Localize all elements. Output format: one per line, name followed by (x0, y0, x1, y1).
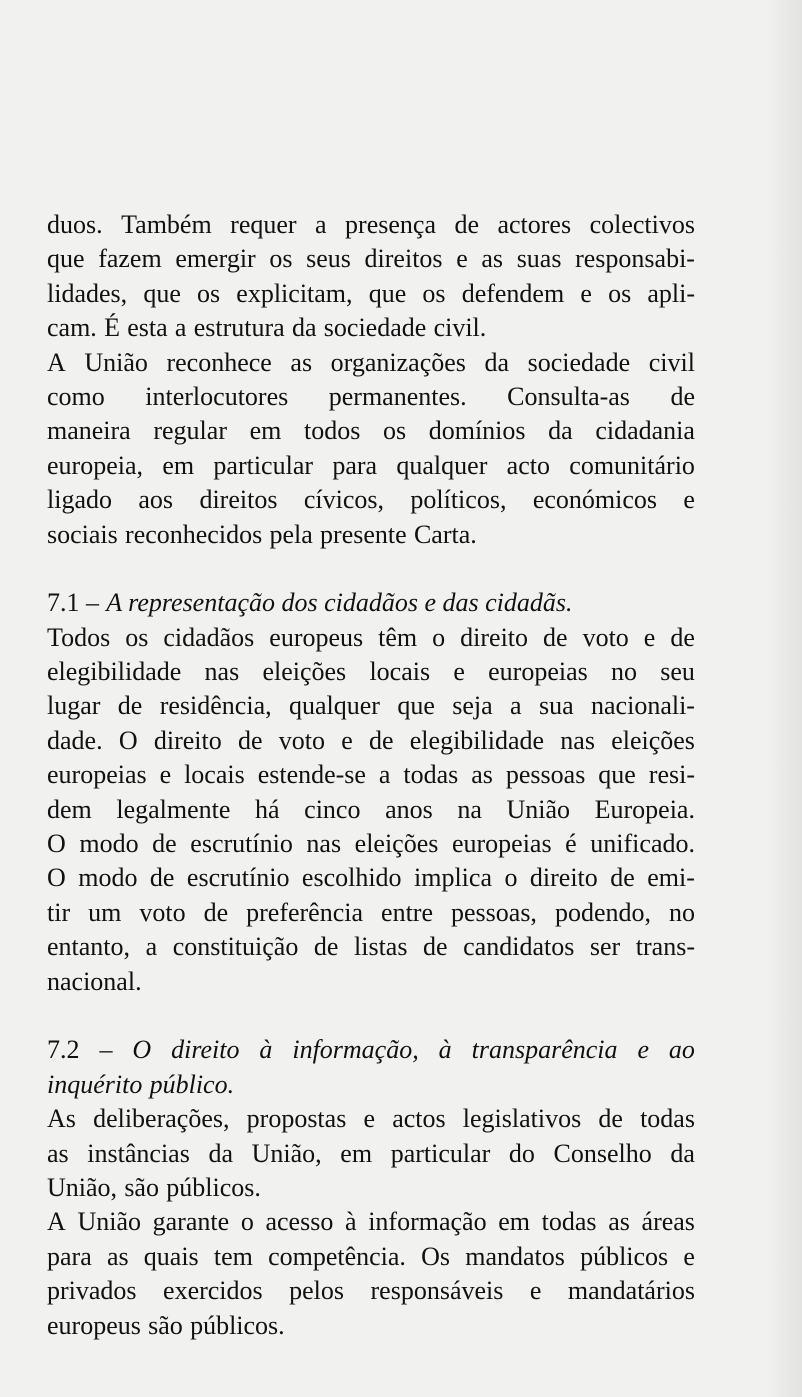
word: reconhece (166, 347, 272, 377)
word: implica (414, 863, 492, 893)
word: nas (306, 829, 342, 859)
text-line (47, 1309, 695, 1343)
word: voto (582, 622, 629, 652)
word: O (47, 829, 66, 859)
word: reconhecidos (125, 519, 263, 549)
text-line (47, 449, 695, 483)
word: comunitário (569, 450, 695, 480)
word: são (148, 1310, 183, 1340)
word: áreas (641, 1207, 695, 1237)
word: anos (385, 794, 433, 824)
word: de (598, 1104, 623, 1134)
word: os (382, 416, 407, 446)
text-line (47, 724, 695, 758)
word: as (471, 760, 493, 790)
word: Carta. (413, 519, 477, 549)
word: Europeia. (594, 794, 695, 824)
word: direito (171, 1035, 240, 1065)
word: pessoas (505, 760, 586, 790)
word: duos. (47, 210, 103, 239)
word: fazem (98, 244, 162, 274)
word: o (432, 622, 446, 652)
word: 7.2 (47, 1035, 80, 1065)
word: os (608, 278, 632, 308)
text-line (47, 1137, 695, 1171)
text-line (47, 1171, 695, 1205)
page-body (47, 208, 695, 1343)
word: explicitam, (236, 278, 353, 308)
word: as (106, 1241, 129, 1271)
word: é (565, 829, 577, 859)
text-line (47, 793, 695, 827)
word: inquérito (47, 1069, 143, 1099)
word: direitos (199, 485, 278, 515)
word: as (481, 244, 504, 274)
word: que (143, 278, 181, 308)
word: e (453, 657, 465, 687)
word: de (313, 932, 339, 962)
word: particular (390, 1138, 491, 1168)
text-line (47, 965, 695, 999)
word: legalmente (116, 794, 231, 824)
word: Os (421, 1241, 451, 1271)
word: garante (152, 1207, 230, 1237)
word: pelos (289, 1276, 345, 1306)
word: presente (320, 519, 407, 549)
word: informação (368, 1207, 487, 1237)
text-line (47, 1205, 695, 1239)
word: europeias (488, 657, 588, 687)
word: em (340, 1138, 373, 1168)
word: organizações (330, 347, 466, 377)
word: locais (184, 760, 245, 790)
word: O (47, 863, 66, 893)
word: tir (47, 897, 71, 927)
word: e (683, 485, 695, 515)
section-spacer (47, 552, 695, 586)
word: legislativos (462, 1104, 582, 1134)
word: à (344, 1207, 357, 1237)
word: cívicos, (303, 485, 384, 515)
text-line (47, 861, 695, 895)
text-line (47, 518, 695, 552)
word: cinco (304, 794, 361, 824)
word: lugar (47, 691, 101, 721)
word: a (315, 210, 327, 239)
word: pela (269, 519, 313, 549)
word: actos (392, 1104, 446, 1134)
word: competência. (268, 1241, 406, 1271)
word: a (174, 313, 187, 343)
word: económicos (532, 485, 658, 515)
word: qualquer (396, 450, 488, 480)
word: como (47, 381, 105, 411)
word: que (368, 278, 407, 308)
word: resi- (648, 760, 695, 790)
text-line (47, 346, 695, 380)
word: cidadãos (163, 622, 255, 652)
word: europeias (47, 760, 147, 790)
word: e (637, 1035, 649, 1065)
word: de (203, 897, 229, 927)
word: público. (149, 1069, 235, 1099)
word: regular (153, 416, 227, 446)
word: em (498, 1207, 530, 1237)
word: seja (452, 691, 493, 721)
word: voto (139, 897, 186, 927)
word: e (683, 1241, 695, 1271)
word: em (162, 450, 195, 480)
text-line (47, 380, 695, 414)
word: maneira (47, 416, 131, 446)
word: escrutínio (190, 829, 293, 859)
word: eleições (354, 829, 439, 859)
word: sociais (47, 519, 118, 549)
word: e (341, 725, 353, 755)
word: interlocutores (145, 381, 289, 411)
word: europeias (451, 829, 552, 859)
word: da (484, 347, 510, 377)
word: quais (143, 1241, 199, 1271)
word: trans- (635, 932, 695, 962)
word: europeia, (47, 450, 144, 480)
word: esta (127, 313, 168, 343)
text-line (47, 930, 695, 964)
word: transparência (471, 1035, 618, 1065)
word: e (580, 278, 592, 308)
word: da (670, 1138, 695, 1168)
word: há (255, 794, 280, 824)
text-line (47, 483, 695, 517)
word: colectivos (589, 210, 695, 239)
text-line (47, 655, 695, 689)
word: qualquer (288, 691, 380, 721)
word: Todos (47, 622, 111, 652)
word: É (104, 313, 120, 343)
section-spacer (47, 999, 695, 1033)
word: os (269, 244, 293, 274)
text-line (47, 896, 695, 930)
word: europeus (269, 622, 364, 652)
word: que (397, 691, 435, 721)
word: presença (345, 210, 436, 239)
word: nacional. (47, 966, 142, 996)
word: sociedade (527, 347, 631, 377)
word: os (125, 622, 149, 652)
word: as (608, 1207, 630, 1237)
word: o (240, 1207, 254, 1237)
word: de (152, 829, 177, 859)
word: unificado. (590, 829, 695, 859)
word: têm (378, 622, 418, 652)
word: da (208, 1138, 233, 1168)
word: O (118, 725, 138, 755)
word: emergir (175, 244, 256, 274)
text-line (47, 277, 695, 311)
word: todas (403, 760, 459, 790)
word: nas (560, 725, 595, 755)
word: de (149, 863, 175, 893)
word: estrutura (193, 313, 285, 343)
word: constituição (172, 932, 299, 962)
section-number: 7.1 – (47, 588, 99, 618)
word: direitos (364, 244, 443, 274)
text-line (47, 311, 695, 345)
paragraph-union-recognizes (47, 346, 695, 552)
text-line (47, 689, 695, 723)
word: dem (47, 794, 92, 824)
word: seu (660, 657, 695, 687)
text-line (47, 1274, 695, 1308)
word: apli- (647, 278, 695, 308)
word: de (454, 210, 479, 239)
word: mandatos (465, 1241, 565, 1271)
text-line (47, 1240, 695, 1274)
word: à (438, 1035, 452, 1065)
word: sociedade (323, 313, 427, 343)
word: as (290, 347, 313, 377)
word: direito (529, 863, 598, 893)
word: tem (213, 1241, 253, 1271)
word: Também (121, 210, 212, 239)
word: modo (78, 863, 138, 893)
word: em (249, 416, 282, 446)
text-line (47, 758, 695, 792)
word: voto (278, 725, 325, 755)
word: residência, (159, 691, 272, 721)
word: direito (460, 622, 529, 652)
section-title: A representação dos cidadãos e das cidadãs. (106, 588, 573, 618)
word: União (506, 794, 571, 824)
word: a (510, 691, 522, 721)
word: exercidos (163, 1276, 263, 1306)
word: de (670, 622, 695, 652)
word: lidades, (47, 278, 128, 308)
word: civil. (433, 313, 487, 343)
word: escolhido (301, 863, 402, 893)
word: para (47, 1241, 92, 1271)
word: no (611, 657, 638, 687)
word: privados (47, 1276, 137, 1306)
word: ser (589, 932, 621, 962)
word: a (145, 932, 158, 962)
word: particular (213, 450, 314, 480)
word: cam. (47, 313, 97, 343)
word: seus (306, 244, 351, 274)
word: emi- (647, 863, 695, 893)
word: dade. (47, 725, 103, 755)
word: os (197, 278, 221, 308)
word: responsáveis (370, 1276, 504, 1306)
word: União (77, 1207, 141, 1237)
word: escrutínio (186, 863, 290, 893)
section-heading-7-1 (47, 586, 695, 620)
word: defendem (461, 278, 565, 308)
word: entanto, (47, 932, 131, 962)
word: candidatos (463, 932, 575, 962)
word: A (47, 1207, 66, 1237)
word: direito (153, 725, 222, 755)
word: e (363, 1104, 376, 1134)
word: europeus (47, 1310, 141, 1340)
word: e (529, 1276, 542, 1306)
word: instâncias (87, 1138, 190, 1168)
section-heading-7-2-cont (47, 1068, 695, 1102)
section-7-1 (47, 586, 695, 999)
word: do (508, 1138, 535, 1168)
word: públicos. (166, 1172, 261, 1202)
text-line (47, 208, 695, 242)
word: civil (648, 347, 695, 377)
word: de (543, 622, 568, 652)
word: de (610, 863, 635, 893)
word: domínios (428, 416, 526, 446)
word: entre (381, 897, 433, 927)
word: podendo, (554, 897, 651, 927)
text-line (47, 1102, 695, 1136)
word: modo (79, 829, 139, 859)
word: são (124, 1172, 159, 1202)
word: requer (230, 210, 297, 239)
word: todos (304, 416, 361, 446)
word: da (548, 416, 573, 446)
word: União, (251, 1138, 322, 1168)
text-line (47, 827, 695, 861)
word: que (598, 760, 636, 790)
word: elegibilidade (409, 725, 545, 755)
word: nas (204, 657, 240, 687)
word: todas (541, 1207, 597, 1237)
word: preferência (246, 897, 364, 927)
word: de (237, 725, 263, 755)
word: eleições (262, 657, 347, 687)
word: deliberações, (93, 1104, 230, 1134)
word: mandatários (567, 1276, 695, 1306)
word: todas (640, 1104, 695, 1134)
text-line (47, 242, 695, 276)
word: públicos. (190, 1310, 285, 1340)
word: estende-se (257, 760, 366, 790)
word: pessoas, (451, 897, 537, 927)
word: listas (354, 932, 408, 962)
word: acto (506, 450, 550, 480)
word: de (117, 691, 143, 721)
word: e (456, 244, 468, 274)
word: e (159, 760, 172, 790)
word: de (670, 381, 695, 411)
word: que (47, 244, 85, 274)
word: elegibilidade (47, 657, 182, 687)
word: no (668, 897, 695, 927)
word: de (423, 932, 448, 962)
word: as (47, 1138, 69, 1168)
page-edge-shadow (766, 0, 802, 1397)
word: sua (538, 691, 574, 721)
word: A (47, 347, 66, 377)
word: locais (369, 657, 431, 687)
word: União (84, 347, 148, 377)
word: públicos (580, 1241, 669, 1271)
word: políticos, (410, 485, 507, 515)
word: suas (516, 244, 562, 274)
word: – (99, 1035, 113, 1065)
text-line (47, 621, 695, 655)
word: da (291, 313, 317, 343)
word: para (332, 450, 378, 480)
word: Conselho (553, 1138, 652, 1168)
word: os (422, 278, 446, 308)
word: ao (668, 1035, 695, 1065)
paragraph-society-civil (47, 208, 695, 346)
word: propostas (246, 1104, 347, 1134)
word: actores (497, 210, 572, 239)
word: As (47, 1104, 76, 1134)
word: eleições (611, 725, 695, 755)
section-7-2 (47, 1033, 695, 1343)
word: permanentes. (328, 381, 467, 411)
word: aos (138, 485, 174, 515)
word: a (378, 760, 391, 790)
word: acesso (265, 1207, 334, 1237)
word: um (88, 897, 122, 927)
word: nacionali- (591, 691, 695, 721)
word: Consulta-as (507, 381, 630, 411)
section-heading-7-2 (47, 1033, 695, 1067)
word: de (368, 725, 394, 755)
word: e (643, 622, 656, 652)
text-line (47, 414, 695, 448)
word: à (259, 1035, 273, 1065)
word: ligado (47, 485, 112, 515)
word: na (457, 794, 482, 824)
word: União, (47, 1172, 118, 1202)
word: responsabi- (575, 244, 695, 274)
word: cidadania (595, 416, 695, 446)
word: informação, (292, 1035, 419, 1065)
word: o (504, 863, 518, 893)
word: O (132, 1035, 152, 1065)
